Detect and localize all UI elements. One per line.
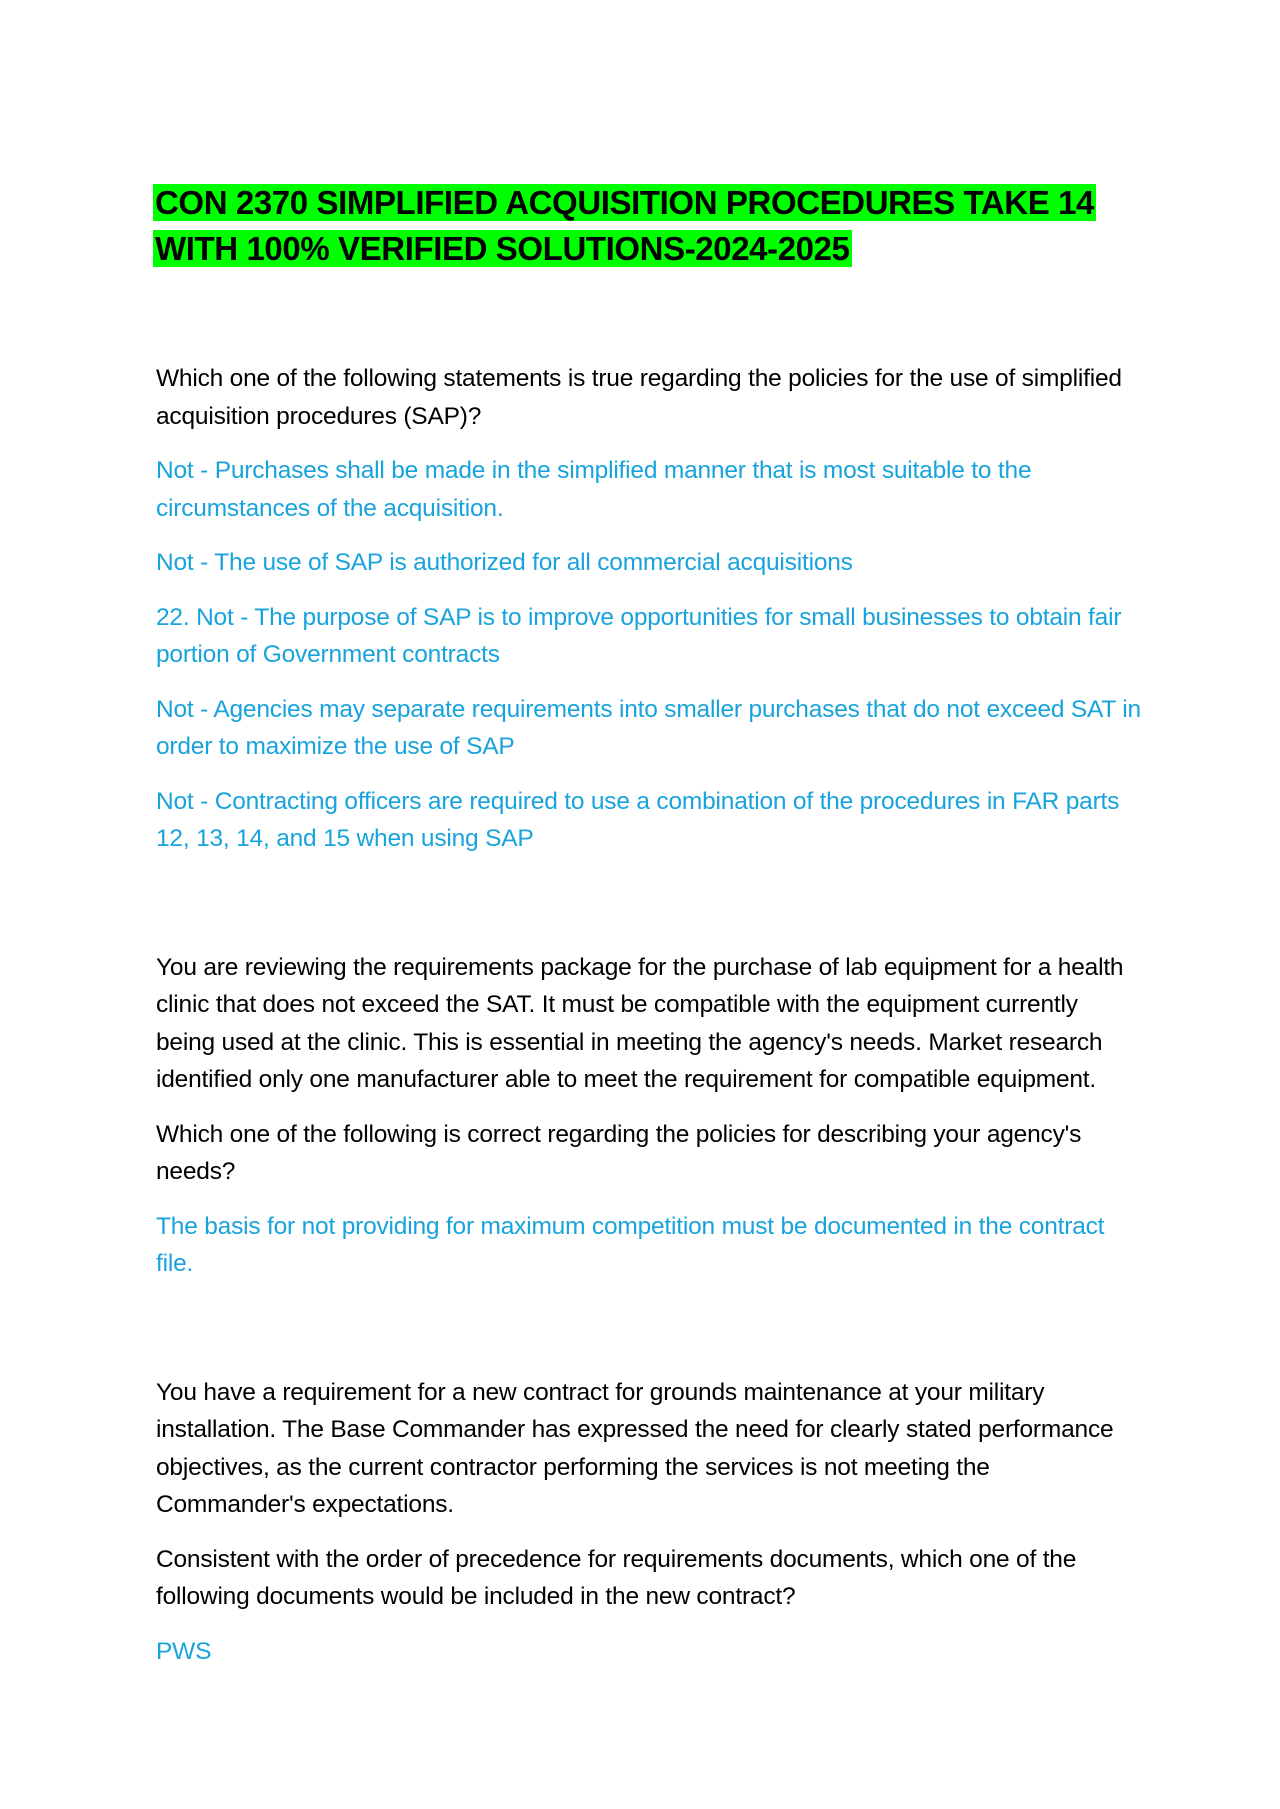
title-line-2: WITH 100% VERIFIED SOLUTIONS-2024-2025 — [155, 230, 850, 267]
question-block-2 — [156, 949, 1141, 1283]
answer-option: Not - Agencies may separate requirements into smaller purchases that do not exceed SAT in order to maximize the use of SAP — [156, 695, 1141, 760]
answer-option: Not - The use of SAP is authorized for all commercial acquisitions — [156, 549, 853, 576]
document-body — [156, 360, 1141, 1687]
question-prompt: Consistent with the order of precedence for requirements documents, which one of the following documents would be included in the new contract? — [156, 1545, 1077, 1610]
title-highlight — [153, 184, 1096, 267]
answer-option: Not - Contracting officers are required to use a combination of the procedures in FAR parts 12, 13, 14, and 15 when using SAP — [156, 787, 1120, 852]
title-line-1: CON 2370 SIMPLIFIED ACQUISITION PROCEDURES TAKE 14 — [155, 184, 1094, 221]
question-prompt: Which one of the following is correct regarding the policies for describing your agency's needs? — [156, 1120, 1082, 1185]
question-scenario: You are reviewing the requirements package for the purchase of lab equipment for a health clinic that does not exceed the SAT. It must be compatible with the equipment currently being used at the clinic. This is essential in meeting the agency's needs. Market research identified only one manufacturer able to meet the requirement for compatible equipment. — [156, 953, 1124, 1093]
answer-option: The basis for not providing for maximum competition must be documented in the contract file. — [156, 1212, 1105, 1277]
question-scenario: You have a requirement for a new contract for grounds maintenance at your military installation. The Base Commander has expressed the need for clearly stated performance objectives, as the current contractor performing the services is not meeting the Commander's expectations. — [156, 1378, 1114, 1518]
section-spacer — [156, 875, 1141, 949]
answer-option: 22. Not - The purpose of SAP is to improve opportunities for small businesses to obtain fair portion of Government contracts — [156, 603, 1122, 668]
section-spacer — [156, 1300, 1141, 1374]
question-block-1 — [156, 360, 1141, 858]
answer-option: PWS — [156, 1637, 212, 1665]
question-prompt: Which one of the following statements is true regarding the policies for the use of simplified acquisition procedures (SAP)? — [156, 365, 1122, 430]
question-block-3 — [156, 1374, 1141, 1671]
document-title — [153, 180, 1113, 272]
answer-option: Not - Purchases shall be made in the simplified manner that is most suitable to the circumstances of the acquisition. — [156, 457, 1032, 522]
